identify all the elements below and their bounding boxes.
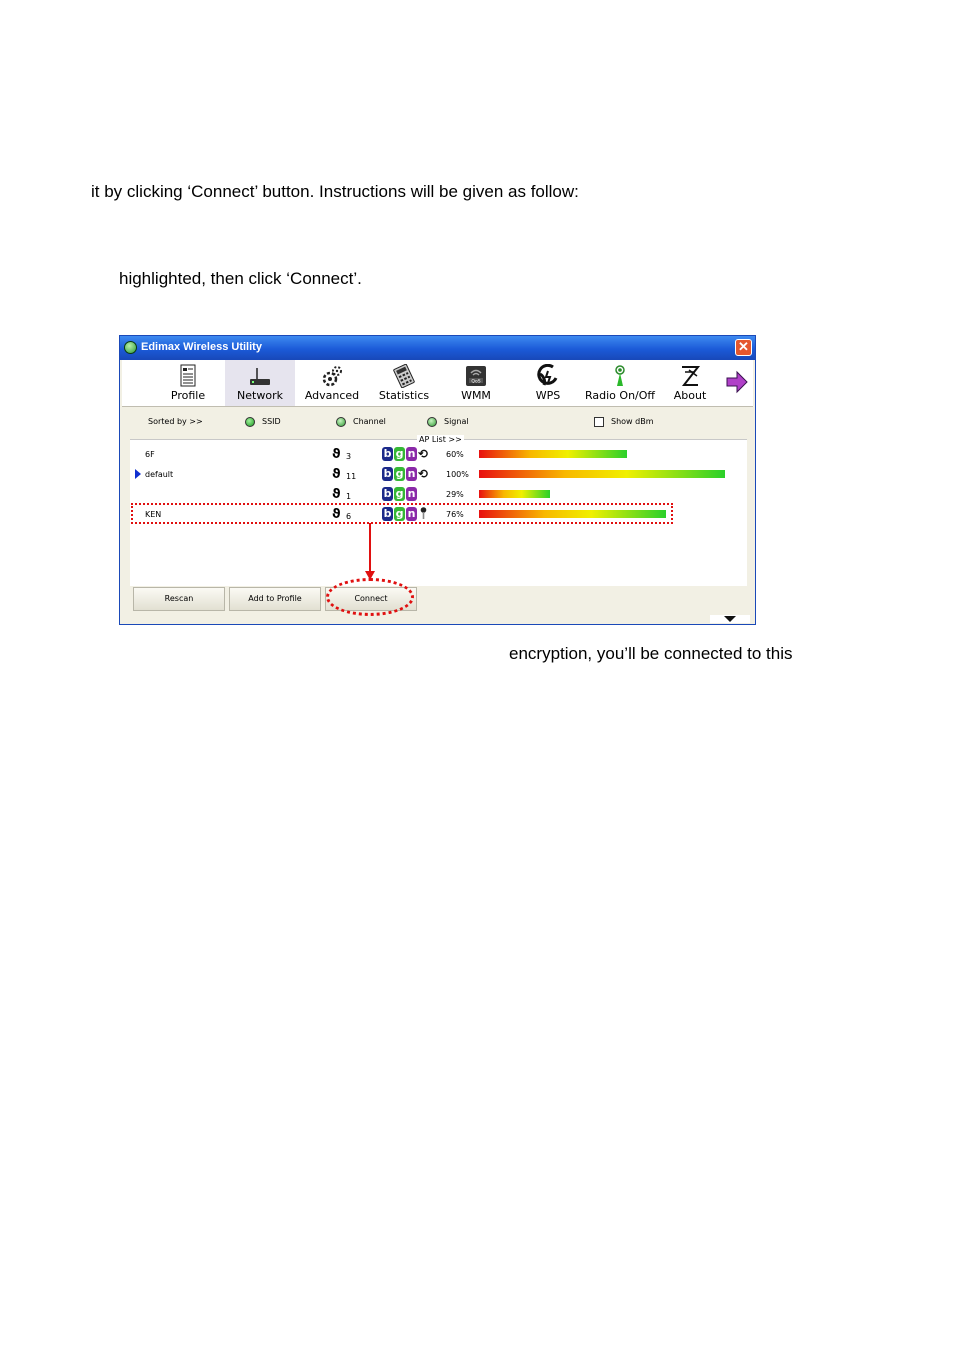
mode-g-badge: g: [395, 447, 404, 460]
tab-wps-label: WPS: [535, 389, 561, 402]
selected-indicator-icon: [135, 469, 141, 479]
sort-ssid-radio[interactable]: [245, 417, 255, 427]
wps-icon: ⟲: [418, 467, 429, 481]
advanced-icon: [321, 364, 343, 388]
wmm-icon: [465, 364, 487, 388]
mode-b-badge: b: [383, 447, 392, 460]
mode-g-badge: g: [395, 507, 404, 520]
network-icon: [249, 364, 271, 388]
sorted-by-label: Sorted by >>: [148, 417, 203, 426]
sort-ssid-label: SSID: [262, 417, 281, 426]
channel-icon: ϑ: [332, 447, 341, 462]
tab-statistics[interactable]: [369, 360, 439, 406]
ap-signal-text: 76%: [446, 510, 464, 519]
mode-g-badge: g: [395, 467, 404, 480]
tab-radio-on-off[interactable]: [582, 360, 658, 406]
signal-bar-fill: [479, 470, 725, 478]
tab-network[interactable]: [225, 360, 295, 406]
radio-icon: [609, 364, 631, 388]
ap-row[interactable]: [130, 484, 747, 504]
signal-bar: [479, 470, 725, 478]
ap-ssid: 6F: [145, 450, 155, 459]
ap-channel: 6: [346, 512, 352, 521]
signal-bar: [479, 490, 725, 498]
tab-about-label: About: [673, 389, 707, 402]
tab-wmm-label: WMM: [461, 389, 491, 402]
channel-icon: ϑ: [332, 467, 341, 482]
sort-signal-label: Signal: [444, 417, 469, 426]
wps-icon: [537, 364, 559, 388]
sort-channel-radio[interactable]: [336, 417, 346, 427]
ap-signal-text: 60%: [446, 450, 464, 459]
wps-icon: ⟲: [418, 447, 429, 461]
about-icon: [679, 364, 701, 388]
ap-ssid: default: [145, 470, 174, 479]
doc-text-line-2: highlighted, then click ‘Connect’.: [119, 269, 362, 288]
rescan-button[interactable]: Rescan: [133, 587, 225, 611]
mode-n-badge: n: [407, 447, 416, 460]
button-bar: [130, 586, 747, 612]
channel-icon: ϑ: [332, 487, 341, 502]
window-title: Edimax Wireless Utility: [141, 341, 262, 353]
tab-about[interactable]: [655, 360, 725, 406]
profile-icon: [177, 364, 199, 388]
ap-channel: 3: [346, 452, 352, 461]
ap-signal-text: 29%: [446, 490, 464, 499]
add-to-profile-button[interactable]: Add to Profile: [229, 587, 321, 611]
tab-statistics-label: Statistics: [378, 389, 430, 402]
expand-toggle[interactable]: [710, 615, 750, 623]
chevron-down-icon: [724, 616, 736, 622]
highlight-box: [131, 503, 673, 524]
signal-bar-fill: [479, 490, 550, 498]
ap-list-header: AP List >>: [419, 435, 462, 444]
svg-text:QoS: QoS: [471, 379, 481, 385]
annotation-arrow: [362, 523, 378, 581]
tab-profile-label: Profile: [170, 389, 206, 402]
arrow-right-icon[interactable]: [725, 370, 749, 394]
tab-network-label: Network: [237, 389, 283, 402]
tab-radio-label: Radio On/Off: [585, 389, 655, 402]
signal-bar: [479, 450, 725, 458]
tab-advanced-label: Advanced: [304, 389, 360, 402]
sort-bar: [122, 407, 753, 433]
app-icon: [124, 341, 137, 354]
ap-row[interactable]: [130, 444, 747, 464]
doc-text-line-3: encryption, you’ll be connected to this: [509, 644, 793, 663]
title-bar: [120, 336, 755, 360]
connect-highlight-ellipse: [326, 578, 414, 616]
mode-b-badge: b: [383, 487, 392, 500]
ap-channel: 1: [346, 492, 352, 501]
connect-button[interactable]: Connect: [325, 587, 417, 611]
tab-profile[interactable]: [153, 360, 223, 406]
mode-n-badge: n: [407, 467, 416, 480]
mode-g-badge: g: [395, 487, 404, 500]
utility-window: [119, 335, 756, 625]
show-dbm-label: Show dBm: [611, 417, 654, 426]
mode-b-badge: b: [383, 507, 392, 520]
sort-channel-label: Channel: [353, 417, 386, 426]
tab-wps[interactable]: [513, 360, 583, 406]
toolbar: [122, 360, 753, 407]
doc-text-line-1: it by clicking ‘Connect’ button. Instructions will be given as follow:: [91, 182, 579, 201]
show-dbm-checkbox[interactable]: [594, 417, 604, 427]
signal-bar-fill: [479, 450, 627, 458]
ap-channel: 11: [346, 472, 357, 481]
ap-signal-text: 100%: [446, 470, 469, 479]
mode-n-badge: n: [407, 507, 416, 520]
channel-icon: ϑ: [332, 507, 341, 522]
ap-ssid: KEN: [145, 510, 162, 519]
sort-signal-radio[interactable]: [427, 417, 437, 427]
close-button[interactable]: ✕: [735, 339, 752, 356]
mode-n-badge: n: [407, 487, 416, 500]
tab-wmm[interactable]: [441, 360, 511, 406]
mode-b-badge: b: [383, 467, 392, 480]
tab-advanced[interactable]: [297, 360, 367, 406]
statistics-icon: [393, 364, 415, 388]
ap-row[interactable]: [130, 464, 747, 484]
